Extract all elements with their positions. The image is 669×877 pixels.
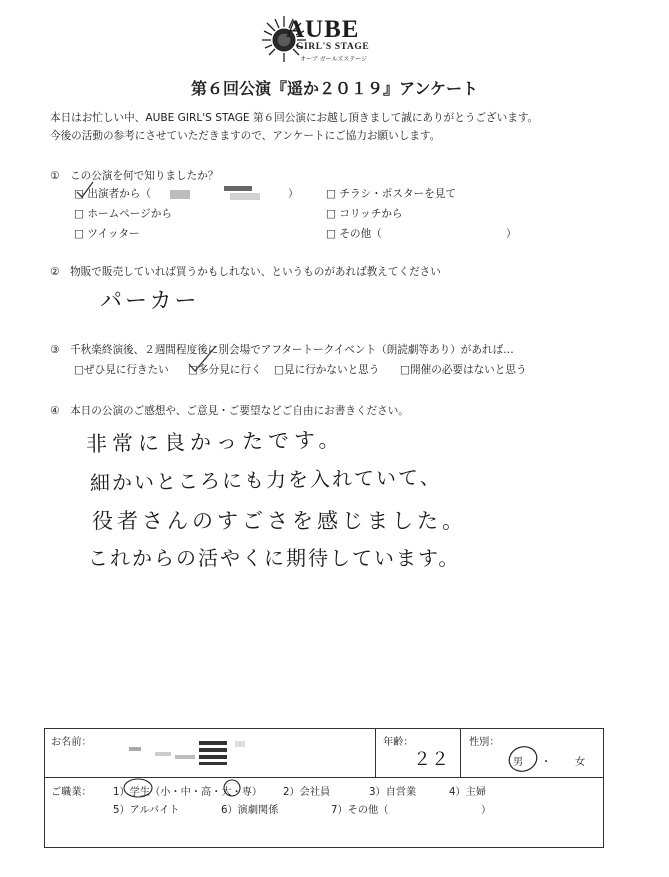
redacted-name: [155, 752, 171, 756]
occupation-employee[interactable]: 2）会社員: [283, 787, 331, 798]
q3-question: ③ 千秋楽終演後、２週間程度後に別会場でアフタートークイベント（朗読劇等あり）があれば…: [50, 344, 514, 356]
q3-option-definitely[interactable]: [74, 362, 169, 377]
q1-option-flyer[interactable]: [326, 186, 456, 201]
redacted-name: [129, 747, 141, 751]
checkbox[interactable]: □: [74, 188, 85, 200]
option-label: 見に行かないと思う: [284, 364, 380, 376]
redacted-name: [230, 193, 260, 200]
q2-question: ② 物販で販売していれば買うかもしれない、というものがあれば教えてください: [50, 266, 441, 278]
occupation-label: ご職業：: [51, 787, 92, 798]
q4-answer-line-4: これからの活やくに期待しています。: [88, 546, 461, 570]
occupation-other[interactable]: 7）その他（: [331, 805, 389, 816]
age-value: ２２: [413, 749, 449, 770]
q4-answer-line-1: 非常に良かったです。: [85, 427, 345, 457]
survey-title: 第６回公演『遥か２０１９』アンケート: [190, 79, 479, 98]
option-label: 出演者から（: [87, 188, 151, 200]
divider: [375, 729, 376, 777]
q1-option-other[interactable]: [326, 226, 382, 241]
q4-answer-line-2: 細かいところにも力を入れていて、: [89, 464, 442, 496]
checkbox[interactable]: □: [326, 188, 337, 200]
option-label: 開催の必要はないと思う: [410, 364, 527, 376]
q1-option-homepage[interactable]: [74, 206, 172, 221]
check-mark-icon: [186, 344, 218, 376]
checkbox[interactable]: □: [400, 364, 411, 376]
occupation-self-employed[interactable]: 3）自営業: [369, 787, 417, 798]
divider: [460, 729, 461, 777]
option-label: コリッチから: [339, 208, 403, 220]
occupation-close-paren: ）: [481, 805, 492, 816]
redacted-name: [175, 755, 195, 759]
redacted-name: [224, 186, 252, 191]
q4-answer-line-3: 役者さんのすごさを感じました。: [92, 509, 467, 533]
check-mark-icon: [74, 180, 96, 202]
logo-kana: オーブ ガールズステージ: [300, 56, 368, 63]
age-label: 年齢：: [383, 737, 414, 748]
option-label: ぜひ見に行きたい: [84, 364, 169, 376]
occupation-part-time[interactable]: 5）アルバイト: [113, 805, 180, 816]
gender-female[interactable]: 女: [575, 757, 586, 768]
q3-option-not-go[interactable]: [274, 362, 379, 377]
redacted-name: [235, 741, 245, 747]
intro-line-1: 本日はお忙しい中、AUBE GIRL'S STAGE 第６回公演にお越し頂きまして誠にありがとうございます。: [50, 112, 539, 124]
intro-text: [50, 109, 650, 145]
gender-label: 性別：: [469, 737, 500, 748]
redacted-name: [199, 741, 227, 765]
logo-subtext: GIRL'S STAGE: [296, 42, 370, 52]
option-label: ホームページから: [87, 208, 172, 220]
redacted-name: [170, 190, 190, 199]
q1-close-paren: ）: [288, 188, 299, 200]
checkbox[interactable]: □: [74, 364, 85, 376]
circle-mark-icon: [121, 777, 155, 799]
circle-mark-icon: [221, 777, 243, 799]
q1-option-corich[interactable]: [326, 206, 403, 221]
gender-male[interactable]: 男: [513, 757, 524, 768]
gender-separator: ・: [541, 757, 552, 768]
q2-answer: パーカー: [100, 289, 200, 314]
q4-question: ④ 本日の公演のご感想や、ご意見・ご要望などご自由にお書きください。: [50, 405, 409, 417]
logo-text: AUBE: [286, 16, 360, 43]
occupation-student[interactable]: 1）学生（小・中・高・大・専）: [113, 787, 263, 798]
checkbox[interactable]: □: [326, 208, 337, 220]
respondent-info-box: [44, 728, 604, 848]
checkbox[interactable]: □: [74, 228, 85, 240]
name-label: お名前：: [51, 737, 92, 748]
q1-question: ① この公演を何で知りましたか？: [50, 170, 219, 182]
q3-option-unnecessary[interactable]: [400, 362, 527, 377]
checkbox[interactable]: □: [326, 228, 337, 240]
option-label: チラシ・ポスターを見て: [339, 188, 456, 200]
occupation-housewife[interactable]: 4）主婦: [449, 787, 487, 798]
option-label: 多分見に行く: [198, 364, 262, 376]
checkbox[interactable]: □: [188, 364, 199, 376]
occupation-theater[interactable]: 6）演劇関係: [221, 805, 279, 816]
circle-mark-icon: [503, 743, 543, 775]
q1-other-close-paren: ）: [506, 228, 517, 240]
intro-line-2: 今後の活動の参考にさせていただきますので、アンケートにご協力お願いします。: [50, 130, 441, 142]
option-label: その他（: [339, 228, 382, 240]
checkbox[interactable]: □: [74, 208, 85, 220]
checkbox[interactable]: □: [274, 364, 285, 376]
option-label: ツイッター: [87, 228, 140, 240]
q1-option-twitter[interactable]: [74, 226, 140, 241]
